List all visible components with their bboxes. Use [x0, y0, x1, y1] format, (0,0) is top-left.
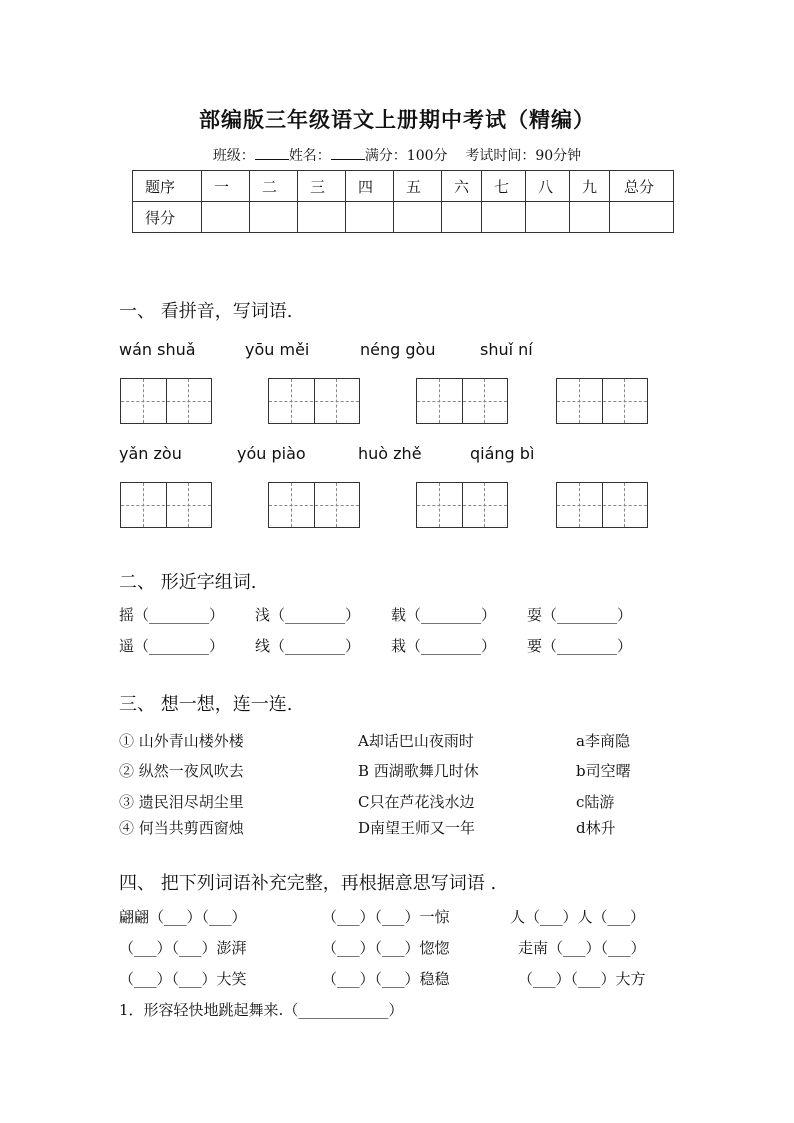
score-table [132, 170, 674, 233]
score-row-label: 得分 [133, 202, 202, 233]
word-group-blank[interactable]: 线（________） [255, 637, 361, 655]
full-score: 满分：100分 [364, 148, 448, 164]
word-group-blank[interactable]: 遥（________） [119, 637, 225, 655]
pinyin: shuǐ ní [480, 340, 533, 359]
header-cell: 总分 [610, 171, 674, 202]
poet-name: a李商隐 [576, 732, 630, 750]
poem-line-left: ① 山外青山楼外楼 [119, 732, 244, 750]
idiom-blank[interactable]: （___）（___）大笑 [119, 970, 247, 988]
pinyin: wán shuǎ [119, 340, 196, 359]
idiom-blank[interactable]: （___）（___）大方 [518, 970, 646, 988]
word-group-blank[interactable]: 载（________） [391, 606, 497, 624]
word-group-blank[interactable]: 要（________） [527, 637, 633, 655]
idiom-blank[interactable]: 人（___）人（___） [510, 908, 646, 926]
poem-line-middle: D南望王师又一年 [358, 819, 476, 837]
poem-line-left: ② 纵然一夜风吹去 [119, 762, 244, 780]
class-blank[interactable] [255, 145, 289, 160]
section3-heading: 三、 想一想，连一连. [119, 694, 293, 715]
header-cell: 一 [202, 171, 250, 202]
score-cell[interactable] [442, 202, 482, 233]
header-cell: 六 [442, 171, 482, 202]
poem-line-middle: A却话巴山夜雨时 [358, 732, 474, 750]
exam-info [0, 145, 794, 165]
writing-grid[interactable] [120, 482, 212, 528]
pinyin: néng gòu [360, 340, 436, 359]
idiom-blank[interactable]: （___）（___）澎湃 [119, 939, 247, 957]
section4-heading: 四、 把下列词语补充完整，再根据意思写词语 . [119, 873, 497, 894]
poet-name: c陆游 [576, 793, 615, 811]
header-cell: 题序 [133, 171, 202, 202]
section1-heading: 一、 看拼音，写词语. [119, 301, 293, 322]
score-cell[interactable] [394, 202, 442, 233]
question-1[interactable]: 1．形容轻快地跳起舞来.（____________） [119, 1001, 404, 1019]
score-table-header-row [133, 171, 674, 202]
word-group-blank[interactable]: 耍（________） [527, 606, 633, 624]
word-group-blank[interactable]: 浅（________） [255, 606, 361, 624]
writing-grid[interactable] [416, 378, 508, 424]
pinyin: huò zhě [358, 444, 422, 463]
header-cell: 四 [346, 171, 394, 202]
score-cell[interactable] [346, 202, 394, 233]
header-cell: 二 [250, 171, 298, 202]
idiom-blank[interactable]: 翩翩（___）（___） [119, 908, 247, 926]
score-cell[interactable] [570, 202, 610, 233]
score-cell[interactable] [202, 202, 250, 233]
poem-line-middle: C只在芦花浅水边 [358, 793, 475, 811]
page-title: 部编版三年级语文上册期中考试（精编） [199, 107, 595, 132]
score-cell[interactable] [526, 202, 570, 233]
pinyin: yōu měi [245, 340, 310, 359]
word-group-blank[interactable]: 栽（________） [391, 637, 497, 655]
idiom-blank[interactable]: （___）（___）一惊 [322, 908, 450, 926]
score-cell[interactable] [250, 202, 298, 233]
name-label: 姓名： [288, 148, 331, 164]
section2-heading: 二、 形近字组词. [119, 572, 257, 593]
writing-grid[interactable] [268, 482, 360, 528]
poem-line-left: ④ 何当共剪西窗烛 [119, 819, 244, 837]
writing-grid[interactable] [556, 482, 648, 528]
pinyin: qiáng bì [470, 444, 535, 463]
poet-name: b司空曙 [576, 762, 631, 780]
score-cell[interactable] [482, 202, 526, 233]
writing-grid[interactable] [268, 378, 360, 424]
header-cell: 八 [526, 171, 570, 202]
header-cell: 三 [298, 171, 346, 202]
name-blank[interactable] [331, 145, 365, 160]
pinyin: yóu piào [237, 444, 306, 463]
pinyin: yǎn zòu [119, 444, 182, 463]
writing-grid[interactable] [416, 482, 508, 528]
idiom-blank[interactable]: 走南（___）（___） [518, 939, 646, 957]
header-cell: 五 [394, 171, 442, 202]
score-cell[interactable] [298, 202, 346, 233]
header-cell: 九 [570, 171, 610, 202]
writing-grid[interactable] [556, 378, 648, 424]
word-group-blank[interactable]: 摇（________） [119, 606, 225, 624]
poem-line-left: ③ 遗民泪尽胡尘里 [119, 793, 244, 811]
header-cell: 七 [482, 171, 526, 202]
score-cell[interactable] [610, 202, 674, 233]
score-table-score-row [133, 202, 674, 233]
poem-line-middle: B 西湖歌舞几时休 [358, 762, 479, 780]
class-label: 班级： [212, 148, 255, 164]
poet-name: d林升 [576, 819, 616, 837]
writing-grid[interactable] [120, 378, 212, 424]
idiom-blank[interactable]: （___）（___）惚惚 [322, 939, 450, 957]
exam-time: 考试时间：90分钟 [465, 148, 582, 164]
idiom-blank[interactable]: （___）（___）稳稳 [322, 970, 450, 988]
